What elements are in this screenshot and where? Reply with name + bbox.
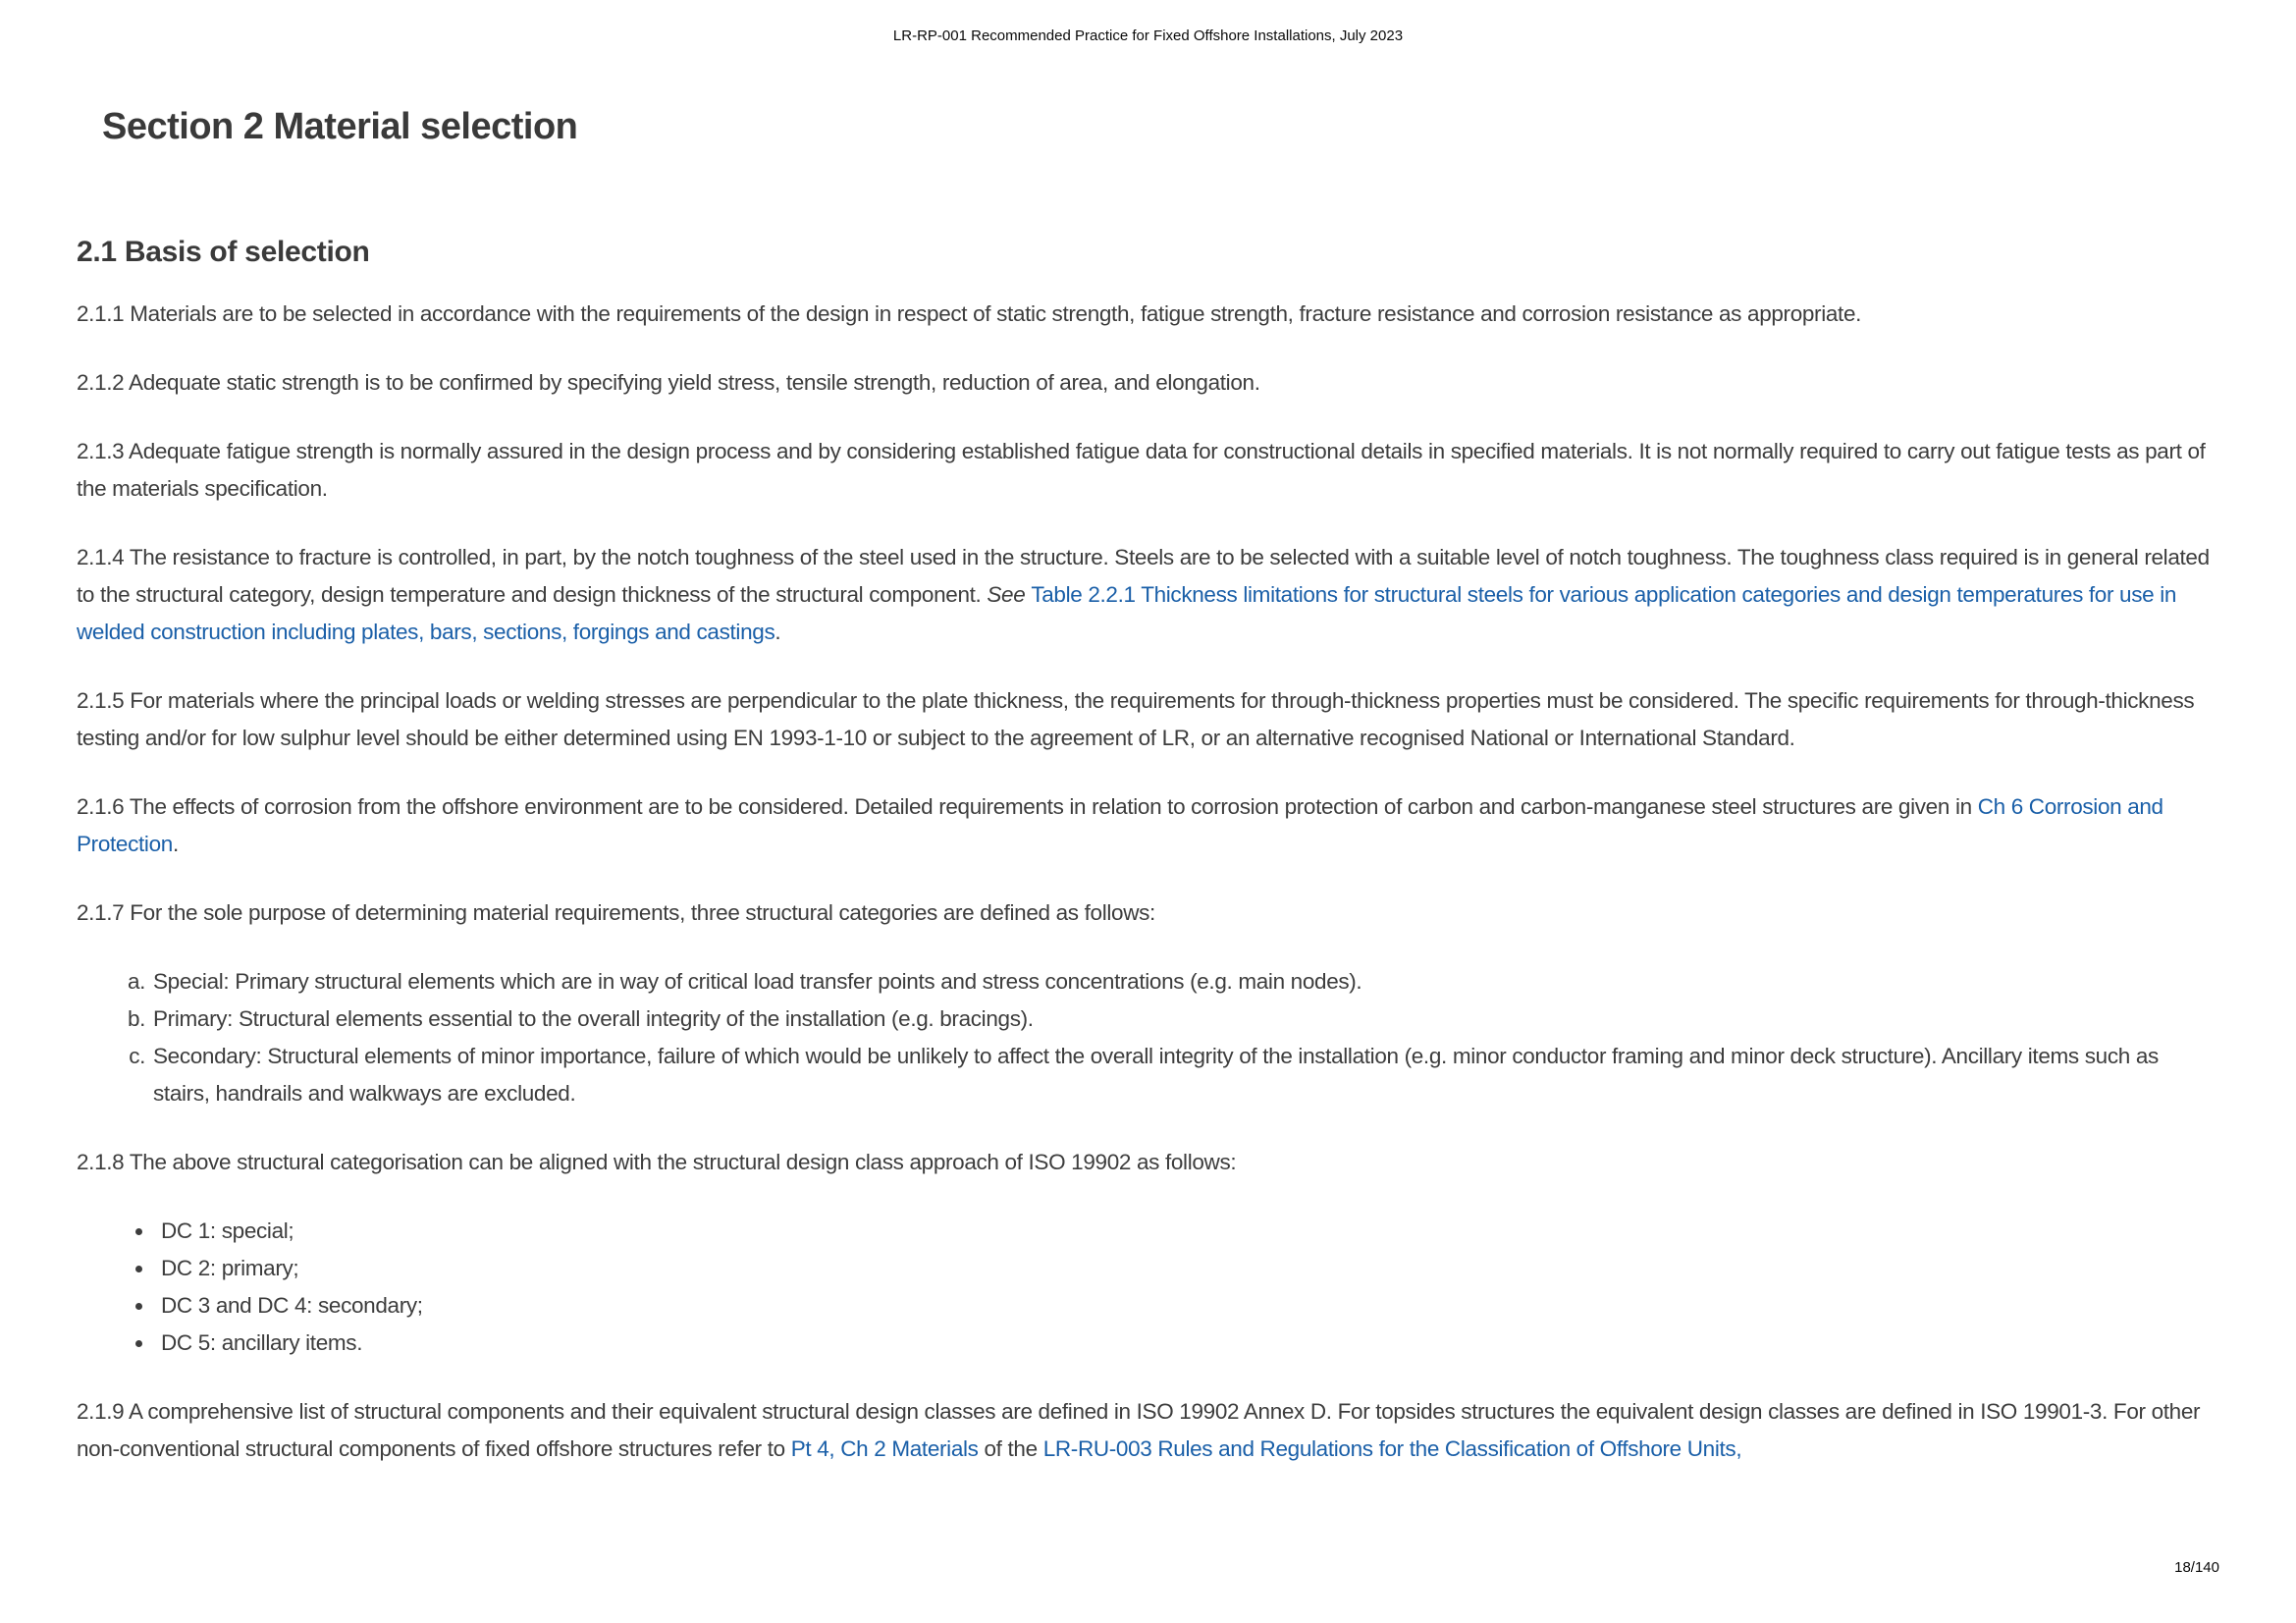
paragraph-2-1-6-period: . xyxy=(172,832,179,856)
list-item-dc5: • DC 5: ancillary items. xyxy=(155,1325,2219,1362)
link-lr-ru-003-rules[interactable]: LR-RU-003 Rules and Regulations for the Classification of Offshore Units, xyxy=(1042,1436,1742,1461)
link-ch-6-corrosion[interactable]: Ch 6 Corrosion and Protection xyxy=(77,794,2163,856)
list-item-dc2: • DC 2: primary; xyxy=(155,1250,2219,1287)
paragraph-2-1-8: 2.1.8 The above structural categorisation can be aligned with the structural design class approach of ISO 19902 as follows: xyxy=(77,1150,1237,1174)
paragraph-2-1-5: 2.1.5 For materials where the principal loads or welding stresses are perpendicular to the plate thickness, the requirements for through-thickness properties must be considered. The specific requirements for through-thickness testing and/or for low sulphur level should be either determined using EN 1993-1-10 or subject to the agreement of LR, or an alternative recognised National or International Standard. xyxy=(77,688,2195,750)
page-number: 18/140 xyxy=(2174,1559,2219,1576)
paragraph-2-1-9-mid: of the xyxy=(978,1436,1043,1461)
subsection-title: 2.1 Basis of selection xyxy=(77,235,370,268)
link-table-2-2-1[interactable]: Table 2.2.1 Thickness limitations for structural steels for various application categories and design temperatures for use in welded construction including plates, bars, sections, forgings and castings xyxy=(77,582,2177,644)
list-item-primary: b. Primary: Structural elements essential to the overall integrity of the installation (e.g. bracings). xyxy=(151,1001,2219,1038)
list-item-secondary: c. Secondary: Structural elements of minor importance, failure of which would be unlikely to affect the overall integrity of the installation (e.g. minor conductor framing and minor deck structure). Ancillary items such as stairs, handrails and walkways are excluded. xyxy=(151,1038,2219,1112)
link-pt-4-ch-2-materials[interactable]: Pt 4, Ch 2 Materials xyxy=(790,1436,979,1461)
structural-categories-list xyxy=(77,963,2219,1112)
paragraph-2-1-4-period: . xyxy=(774,620,781,644)
paragraph-2-1-9 xyxy=(77,1393,2219,1468)
running-header: LR-RP-001 Recommended Practice for Fixed Offshore Installations, July 2023 xyxy=(892,27,1404,44)
list-item-special: a. Special: Primary structural elements which are in way of critical load transfer points and stress concentrations (e.g. main nodes). xyxy=(151,963,2219,1001)
paragraph-2-1-9-text: 2.1.9 A comprehensive list of structural components and their equivalent structural design classes are defined in ISO 19902 Annex D. For topsides structures the equivalent design classes are defined in ISO 19901-3. For other non-conventional structural components of fixed offshore structures refer to xyxy=(77,1399,2201,1461)
see-reference: See xyxy=(987,582,1032,607)
list-item-dc1: • DC 1: special; xyxy=(155,1213,2219,1250)
paragraph-2-1-3: 2.1.3 Adequate fatigue strength is normally assured in the design process and by considering established fatigue data for constructional details in specified materials. It is not normally required to carry out fatigue tests as part of the materials specification. xyxy=(77,439,2206,501)
paragraph-2-1-6-text: 2.1.6 The effects of corrosion from the offshore environment are to be considered. Detailed requirements in relation to corrosion protection of carbon and carbon-manganese steel structures are given in xyxy=(77,794,1978,819)
paragraph-2-1-2: 2.1.2 Adequate static strength is to be confirmed by specifying yield stress, tensile strength, reduction of area, and elongation. xyxy=(77,370,1260,395)
paragraph-2-1-1: 2.1.1 Materials are to be selected in accordance with the requirements of the design in respect of static strength, fatigue strength, fracture resistance and corrosion resistance as appropriate. xyxy=(77,301,1862,326)
paragraph-2-1-6 xyxy=(77,788,2219,863)
design-class-list xyxy=(77,1213,2219,1362)
paragraph-2-1-7: 2.1.7 For the sole purpose of determining material requirements, three structural categories are defined as follows: xyxy=(77,900,1155,925)
page-title: Section 2 Material selection xyxy=(102,106,578,147)
paragraph-2-1-4 xyxy=(77,539,2219,651)
paragraph-2-1-4-text: 2.1.4 The resistance to fracture is controlled, in part, by the notch toughness of the steel used in the structure. Steels are to be selected with a suitable level of notch toughness. The toughness class required is in general related to the structural category, design temperature and design thickness of the structural component. xyxy=(77,545,2210,607)
list-item-dc3-dc4: • DC 3 and DC 4: secondary; xyxy=(155,1287,2219,1325)
